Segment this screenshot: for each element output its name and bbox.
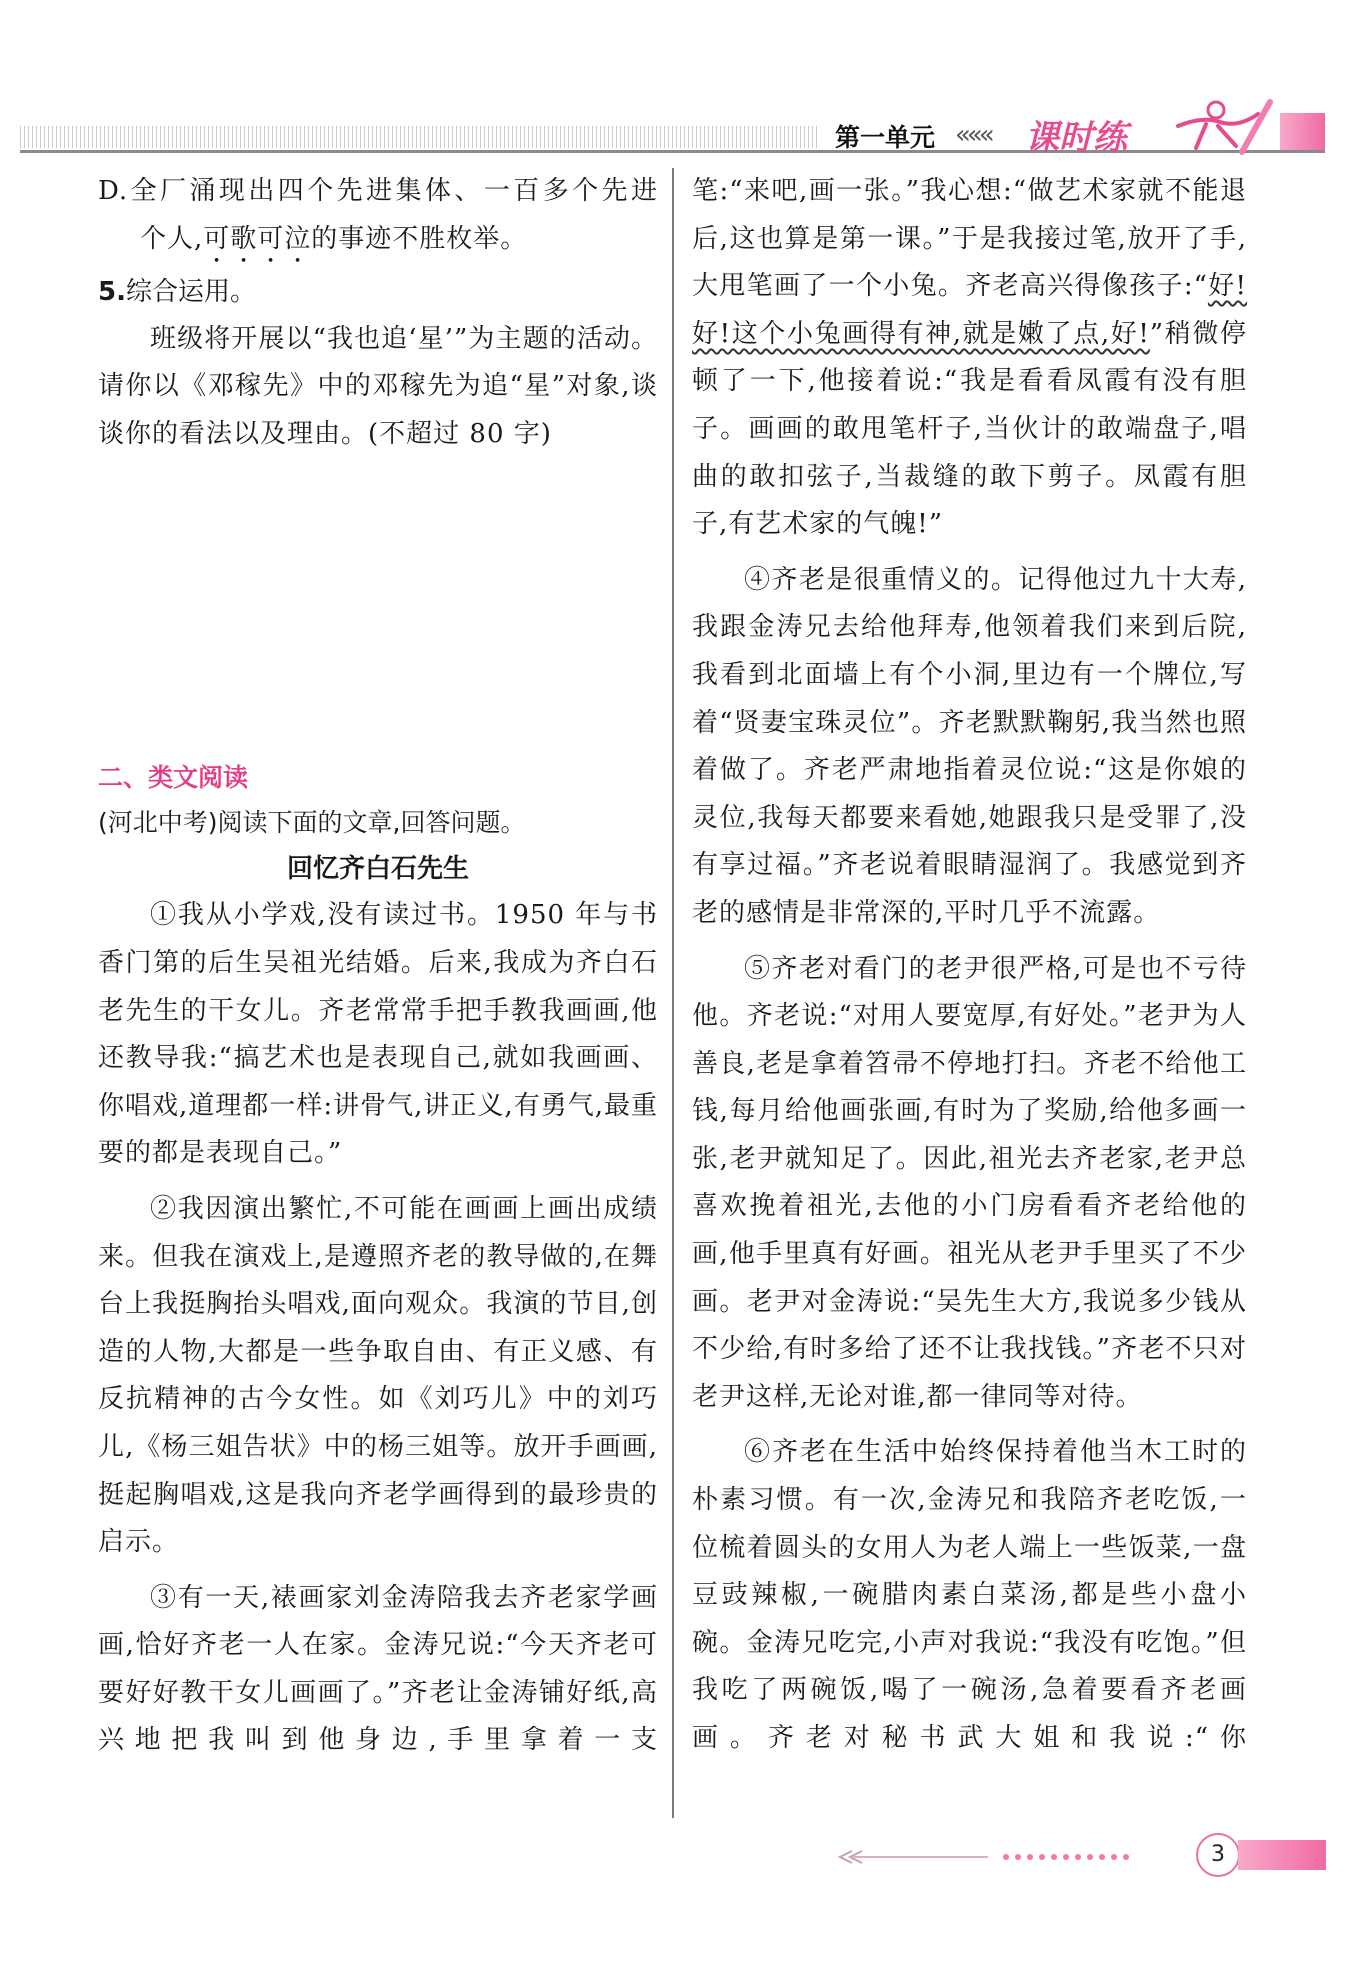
paragraph-3-continued <box>692 168 1247 549</box>
footer-color-tab <box>1238 1840 1326 1870</box>
article-title: 回忆齐白石先生 <box>286 854 469 885</box>
brand-title: 课时练 <box>1025 118 1127 158</box>
page-number: 3 <box>1196 1833 1240 1877</box>
option-d-pre: 个人, <box>140 223 204 254</box>
paragraph-3-cont-pre: 笔:“来吧,画一张。”我心想:“做艺术家就不能退后,这也算是第一课。”于是我接过笔,放开了手,大甩笔画了一个小兔。齐老高兴得像孩子:“ <box>692 176 1247 302</box>
question-5-number: 5. <box>98 276 126 307</box>
column-divider <box>672 168 674 1818</box>
question-5-heading <box>98 269 658 316</box>
question-5-text: 班级将开展以“我也追‘星’”为主题的活动。请你以《邓稼先》中的邓稼先为追“星”对象,谈谈你的看法以及理由。(不超过 80 字) <box>98 323 658 449</box>
source-note: (河北中考)阅读下面的文章,回答问题。 <box>98 808 526 838</box>
header-color-tab <box>1280 113 1325 150</box>
paragraph-1: ①我从小学戏,没有读过书。1950 年与书香门第的后生吴祖光结婚。后来,我成为齐白石老先生的干女儿。齐老常常手把手教我画画,他还教导我:“搞艺术也是表现自己,就如我画画、你唱戏,道理都一样:讲骨气,讲正义,有勇气,最重要的都是表现自己。” <box>98 900 658 1169</box>
paragraph-5: ⑤齐老对看门的老尹很严格,可是也不亏待他。齐老说:“对用人要宽厚,有好处。”老尹为人善良,老是拿着笤帚不停地打扫。齐老不给他工钱,每月给他画张画,有时为了奖励,给他多画一张,老尹就知足了。因此,祖光去齐老家,老尹总喜欢挽着祖光,去他的小门房看看齐老给他的画,他手里真有好画。祖光从老尹手里买了不少画。老尹对金涛说:“吴先生大方,我说多少钱从不少给,有时多给了还不让我找钱。”齐老不只对老尹这样,无论对谁,都一律同等对待。 <box>692 953 1247 1412</box>
header-rule <box>20 150 1325 153</box>
arrow-left-icon <box>838 1845 1138 1869</box>
paragraph-3-cont-post: ”稍微停顿了一下,他接着说:“我是看看凤霞有没有胆子。画画的敢甩笔杆子,当伙计的敢端盘子,唱曲的敢扣弦子,当裁缝的敢下剪子。凤霞有胆子,有艺术家的气魄!” <box>692 318 1247 540</box>
right-column <box>692 168 1247 1763</box>
option-d-post: 的事迹不胜枚举。 <box>311 223 528 254</box>
chevron-left-icon: ««« <box>955 120 991 150</box>
paragraph-3: ③有一天,裱画家刘金涛陪我去齐老家学画画,恰好齐老一人在家。金涛兄说:“今天齐老可要好好教干女儿画画了。”齐老让金涛铺好纸,高兴地把我叫到他身边,手里拿着一支 <box>98 1582 658 1756</box>
section-heading: 二、类文阅读 <box>98 763 249 793</box>
unit-label: 第一单元 <box>835 123 936 152</box>
question-5-title: 综合运用。 <box>125 276 256 307</box>
pencil-figure-icon <box>1158 96 1278 156</box>
wavy-underlined-quote: 好!好!这个小兔画得有神,就是嫩了点,好! <box>692 271 1247 349</box>
option-d-dotted-term: 可歌可泣 <box>203 223 312 254</box>
answer-space <box>98 458 658 756</box>
paragraph-6: ⑥齐老在生活中始终保持着他当木工时的朴素习惯。有一次,金涛兄和我陪齐老吃饭,一位梳着圆头的女用人为老人端上一些饭菜,一盘豆豉辣椒,一碗腊肉素白菜汤,都是些小盘小碗。金涛兄吃完,小声对我说:“我没有吃饱。”但我吃了两碗饭,喝了一碗汤,急着要看齐老画画。齐老对秘书武大姐和我说:“你 <box>692 1437 1247 1753</box>
option-d-line2 <box>98 216 658 269</box>
option-d-line1: D.全厂涌现出四个先进集体、一百多个先进 <box>98 176 658 206</box>
paragraph-4: ④齐老是很重情义的。记得他过九十大寿,我跟金涛兄去给他拜寿,他领着我们来到后院,我看到北面墙上有个小洞,里边有一个牌位,写着“贤妻宝珠灵位”。齐老默默鞠躬,我当然也照着做了。齐老严肃地指着灵位说:“这是你娘的灵位,我每天都要来看她,她跟我只是受罪了,没有享过福。”齐老说着眼睛湿润了。我感觉到齐老的感情是非常深的,平时几乎不流露。 <box>692 564 1247 928</box>
header-hatch-bar <box>20 126 820 148</box>
left-column <box>98 168 658 1765</box>
paragraph-2: ②我因演出繁忙,不可能在画画上画出成绩来。但我在演戏上,是遵照齐老的教导做的,在舞台上我挺胸抬头唱戏,面向观众。我演的节目,创造的人物,大都是一些争取自由、有正义感、有反抗精神的古今女性。如《刘巧儿》中的刘巧儿,《杨三姐告状》中的杨三姐等。放开手画画,挺起胸唱戏,这是我向齐老学画得到的最珍贵的启示。 <box>98 1193 658 1558</box>
